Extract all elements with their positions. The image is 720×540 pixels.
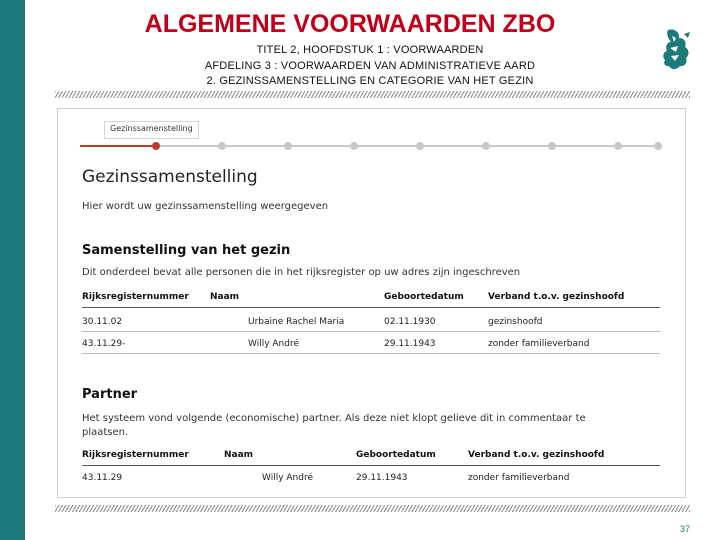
stepper-step-6[interactable] xyxy=(482,142,490,150)
partner-col-birthdate: Geboortedatum xyxy=(356,450,436,460)
household-row-1-national-number: 30.11.02 xyxy=(82,317,123,327)
stepper-step-7[interactable] xyxy=(548,142,556,150)
page-title: Gezinssamenstelling xyxy=(82,167,258,187)
slide-title: ALGEMENE VOORWAARDEN ZBO xyxy=(144,10,556,38)
flemish-lion-icon xyxy=(660,26,694,72)
household-row-rule xyxy=(82,353,660,354)
side-accent-bar xyxy=(0,0,25,540)
slide-subtitle-topic: 2. GEZINSSAMENSTELLING EN CATEGORIE VAN HET GEZIN xyxy=(206,75,534,87)
household-row-rule xyxy=(82,331,660,332)
household-section-title: Samenstelling van het gezin xyxy=(82,243,291,258)
household-col-national-number: Rijksregisternummer xyxy=(82,292,189,302)
partner-header-rule xyxy=(82,465,660,466)
partner-row-1-name: Willy André xyxy=(262,473,314,483)
household-col-birthdate: Geboortedatum xyxy=(384,292,464,302)
stepper-progress xyxy=(80,145,152,147)
stepper-track xyxy=(80,145,658,147)
household-row-1-relation: gezinshoofd xyxy=(488,317,543,327)
stepper-step-4[interactable] xyxy=(350,142,358,150)
household-row-1-name: Urbaine Rachel Maria xyxy=(248,317,345,327)
application-screenshot xyxy=(57,108,686,498)
partner-row-1-birthdate: 29.11.1943 xyxy=(356,473,408,483)
partner-section-description: Het systeem vond volgende (economische) partner. Als deze niet klopt gelieve dit in commentaar te xyxy=(82,413,586,424)
partner-col-relation: Verband t.o.v. gezinshoofd xyxy=(468,450,605,460)
partner-row-1-national-number: 43.11.29 xyxy=(82,473,123,483)
household-row-2-relation: zonder familieverband xyxy=(488,339,590,349)
stepper-step-3[interactable] xyxy=(284,142,292,150)
slide-subtitle-section: AFDELING 3 : VOORWAARDEN VAN ADMINISTRATIEVE AARD xyxy=(204,60,536,72)
bottom-hatched-divider xyxy=(55,505,690,512)
page-intro: Hier wordt uw gezinssamenstelling weergegeven xyxy=(82,201,329,212)
household-header-rule xyxy=(82,307,660,308)
stepper-step-1[interactable] xyxy=(152,142,160,150)
partner-section-description-continued: plaatsen. xyxy=(82,427,129,438)
household-col-name: Naam xyxy=(210,292,240,302)
household-section-description: Dit onderdeel bevat alle personen die in het rijksregister op uw adres zijn ingeschreven xyxy=(82,267,521,278)
stepper-step-2[interactable] xyxy=(218,142,226,150)
stepper-step-8[interactable] xyxy=(614,142,622,150)
partner-section-title: Partner xyxy=(82,387,138,402)
household-row-2-name: Willy André xyxy=(248,339,300,349)
household-row-2-birthdate: 29.11.1943 xyxy=(384,339,436,349)
top-hatched-divider xyxy=(55,91,690,98)
household-row-2-national-number: 43.11.29- xyxy=(82,339,126,349)
household-col-relation: Verband t.o.v. gezinshoofd xyxy=(488,292,625,302)
partner-col-national-number: Rijksregisternummer xyxy=(82,450,189,460)
stepper-step-9[interactable] xyxy=(654,142,662,150)
partner-row-1-relation: zonder familieverband xyxy=(468,473,570,483)
partner-col-name: Naam xyxy=(224,450,254,460)
page-number: 37 xyxy=(679,524,690,534)
stepper-active-label[interactable]: Gezinssamenstelling xyxy=(104,121,199,139)
slide-subtitle-chapter: TITEL 2, HOOFDSTUK 1 : VOORWAARDEN xyxy=(256,44,484,56)
household-row-1-birthdate: 02.11.1930 xyxy=(384,317,436,327)
stepper-step-5[interactable] xyxy=(416,142,424,150)
